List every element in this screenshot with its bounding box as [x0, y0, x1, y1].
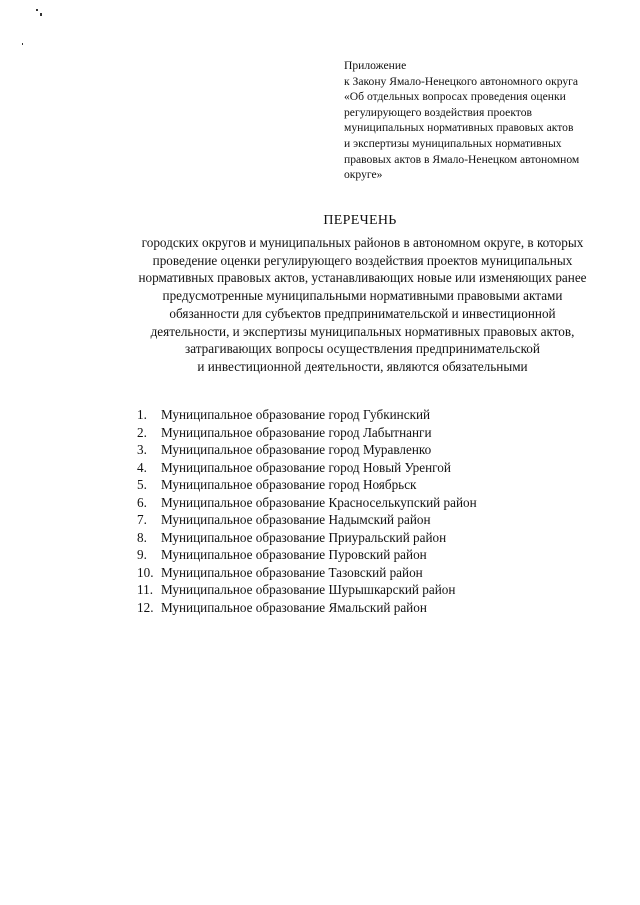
item-name: Муниципальное образование Ямальский район — [161, 599, 427, 615]
description-line: проведение оценки регулирующего воздействия проектов муниципальных — [152, 252, 573, 268]
item-name: Муниципальное образование Надымский район — [161, 512, 431, 527]
item-number: 12. — [137, 599, 154, 615]
appendix-line: «Об отдельных вопросах проведения оценки — [344, 90, 566, 104]
description-line: нормативных правовых актов, устанавливающих новые или изменяющих ранее — [138, 270, 587, 286]
item-number: 1. — [137, 407, 147, 422]
item-name: Муниципальное образование Шурышкарский район — [161, 582, 456, 597]
item-number: 4. — [137, 459, 147, 475]
list-item — [137, 546, 477, 564]
item-name: Муниципальное образование Красноселькупский район — [161, 494, 477, 510]
item-number: 10. — [137, 564, 154, 580]
item-number: 8. — [137, 529, 147, 545]
list-item — [137, 529, 477, 547]
list-item — [137, 564, 477, 582]
document-description — [90, 234, 635, 376]
item-number: 3. — [137, 442, 147, 457]
appendix-line: Приложение — [344, 59, 407, 72]
list-item — [137, 599, 477, 617]
item-number: 9. — [137, 547, 147, 562]
scan-speck — [22, 43, 23, 45]
item-name: Муниципальное образование город Лабытнанги — [161, 424, 432, 440]
appendix-note — [344, 58, 624, 183]
description-line: предусмотренные муниципальными нормативными правовыми актами — [162, 288, 563, 304]
appendix-line: и экспертизы муниципальных нормативных — [344, 136, 562, 150]
appendix-line: регулирующего воздействия проектов — [344, 105, 532, 119]
list-item — [137, 476, 477, 494]
item-number: 6. — [137, 494, 147, 510]
municipality-list — [137, 406, 477, 616]
scan-speck — [36, 9, 38, 11]
appendix-line: округе» — [344, 168, 383, 182]
description-line: затрагивающих вопросы осуществления предпринимательской — [185, 341, 540, 357]
item-name: Муниципальное образование город Ноябрьск — [161, 477, 417, 492]
list-item — [137, 581, 477, 599]
description-line: обязанности для субъектов предпринимательской и инвестиционной — [169, 305, 556, 321]
item-number: 7. — [137, 512, 147, 527]
description-line: и инвестиционной деятельности, являются обязательными — [197, 358, 528, 374]
item-number: 5. — [137, 477, 147, 492]
appendix-line: муниципальных нормативных правовых актов — [344, 121, 574, 135]
list-item — [137, 494, 477, 512]
list-item — [137, 511, 477, 529]
item-name: Муниципальное образование город Муравленко — [161, 442, 432, 457]
list-item — [137, 459, 477, 477]
list-item — [137, 441, 477, 459]
scan-speck — [40, 13, 42, 16]
description-line: деятельности, и экспертизы муниципальных нормативных правовых актов, — [150, 323, 575, 339]
item-number: 2. — [137, 424, 147, 440]
item-name: Муниципальное образование город Новый Уренгой — [161, 459, 451, 475]
item-number: 11. — [137, 582, 153, 597]
appendix-line: правовых актов в Ямало-Ненецком автономном — [344, 152, 580, 166]
description-line: городских округов и муниципальных районов в автономном округе, в которых — [141, 235, 584, 250]
item-name: Муниципальное образование Приуральский район — [161, 529, 447, 545]
appendix-line: к Закону Ямало-Ненецкого автономного округа — [344, 74, 579, 88]
item-name: Муниципальное образование город Губкинский — [161, 407, 431, 422]
item-name: Муниципальное образование Тазовский район — [161, 564, 423, 580]
list-item — [137, 424, 477, 442]
list-item — [137, 406, 477, 424]
document-title: ПЕРЕЧЕНЬ — [323, 213, 397, 228]
item-name: Муниципальное образование Пуровский район — [161, 547, 427, 562]
